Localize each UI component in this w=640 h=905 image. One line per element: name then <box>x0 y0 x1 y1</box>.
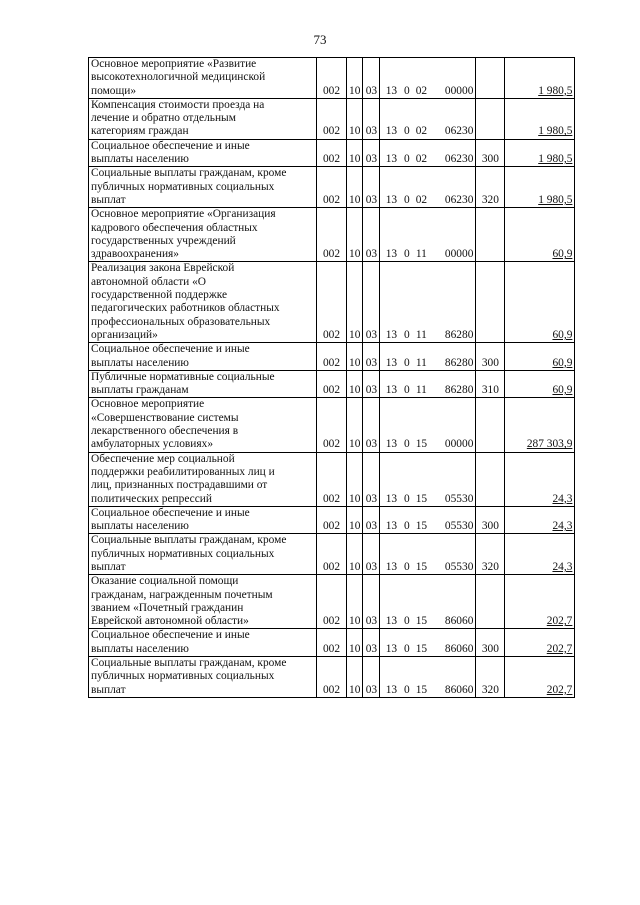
section-code-cell: 10 <box>347 575 363 629</box>
table-row <box>89 58 575 99</box>
target-article-part: 05530 <box>444 560 474 573</box>
section-code-cell: 10 <box>347 98 363 139</box>
grbs-code-cell: 002 <box>317 575 347 629</box>
amount-value: 24,3 <box>552 560 573 573</box>
expense-type-cell <box>476 208 505 262</box>
target-article-cell <box>380 452 476 506</box>
target-article-part: 0 <box>404 84 410 97</box>
row-name-line: Социальное обеспечение и иные <box>91 139 250 152</box>
subsection-code-cell: 03 <box>363 167 380 208</box>
target-article-part: 15 <box>415 642 428 655</box>
grbs-code-cell: 002 <box>317 139 347 167</box>
amount-value: 60,9 <box>552 328 573 341</box>
row-name-cell <box>89 98 317 139</box>
section-code-cell: 10 <box>347 629 363 657</box>
amount-cell <box>505 139 575 167</box>
target-article-part: 0 <box>404 492 410 505</box>
row-name-line: Социальные выплаты гражданам, кроме <box>91 657 287 670</box>
amount-cell <box>505 167 575 208</box>
row-name-cell <box>89 534 317 575</box>
target-article-part: 86280 <box>444 384 474 397</box>
target-article-part: 86280 <box>444 356 474 369</box>
expense-type-cell: 320 <box>476 657 505 698</box>
row-name-line: Социальное обеспечение и иные <box>91 506 250 519</box>
section-code-cell: 10 <box>347 657 363 698</box>
table-row <box>89 167 575 208</box>
target-article-part: 13 <box>385 193 398 206</box>
row-name-line: выплат <box>91 560 126 573</box>
row-name-line: выплаты населению <box>91 520 189 533</box>
target-article-part: 0 <box>404 193 410 206</box>
grbs-code-cell: 002 <box>317 58 347 99</box>
target-article-cell <box>380 208 476 262</box>
target-article-part: 13 <box>385 642 398 655</box>
target-article-part: 13 <box>385 328 398 341</box>
target-article-part: 0 <box>404 560 410 573</box>
amount-value: 1 980,5 <box>538 193 573 206</box>
row-name-line: выплаты населению <box>91 356 189 369</box>
grbs-code-cell: 002 <box>317 657 347 698</box>
row-name-cell <box>89 262 317 343</box>
expense-type-cell <box>476 398 505 452</box>
target-article-part: 11 <box>415 384 427 397</box>
target-article-cell <box>380 343 476 371</box>
row-name-line: выплаты гражданам <box>91 384 189 397</box>
amount-value: 60,9 <box>552 248 573 261</box>
row-name-line: «Совершенствование системы <box>91 411 239 424</box>
row-name-line: Социальное обеспечение и иные <box>91 343 250 356</box>
target-article-part: 13 <box>385 438 398 451</box>
target-article-part: 02 <box>415 84 428 97</box>
amount-value: 1 980,5 <box>538 125 573 138</box>
row-name-line: Еврейской автономной области» <box>91 615 249 628</box>
table-row <box>89 575 575 629</box>
row-name-cell <box>89 629 317 657</box>
row-name-line: Социальные выплаты гражданам, кроме <box>91 534 287 547</box>
table-row <box>89 98 575 139</box>
row-name-cell <box>89 575 317 629</box>
budget-table-body <box>89 58 575 698</box>
target-article-part: 13 <box>385 248 398 261</box>
table-row <box>89 370 575 398</box>
amount-cell <box>505 98 575 139</box>
target-article-part: 86060 <box>444 642 474 655</box>
target-article-part: 13 <box>385 560 398 573</box>
subsection-code-cell: 03 <box>363 262 380 343</box>
amount-cell <box>505 575 575 629</box>
subsection-code-cell: 03 <box>363 398 380 452</box>
amount-value: 1 980,5 <box>538 153 573 166</box>
target-article-cell <box>380 506 476 534</box>
subsection-code-cell: 03 <box>363 629 380 657</box>
table-row <box>89 534 575 575</box>
row-name-line: государственной поддержке <box>91 289 228 302</box>
grbs-code-cell: 002 <box>317 534 347 575</box>
amount-value: 60,9 <box>552 384 573 397</box>
subsection-code-cell: 03 <box>363 575 380 629</box>
target-article-part: 13 <box>385 84 398 97</box>
row-name-line: поддержки реабилитированных лиц и <box>91 465 275 478</box>
section-code-cell: 10 <box>347 167 363 208</box>
row-name-cell <box>89 208 317 262</box>
amount-value: 24,3 <box>552 492 573 505</box>
target-article-part: 15 <box>415 560 428 573</box>
target-article-cell <box>380 575 476 629</box>
row-name-line: Компенсация стоимости проезда на <box>91 98 265 111</box>
row-name-line: Социальные выплаты гражданам, кроме <box>91 167 287 180</box>
amount-cell <box>505 506 575 534</box>
table-row <box>89 343 575 371</box>
expense-type-cell: 320 <box>476 534 505 575</box>
target-article-part: 0 <box>404 384 410 397</box>
amount-cell <box>505 534 575 575</box>
target-article-part: 13 <box>385 520 398 533</box>
amount-value: 202,7 <box>546 642 573 655</box>
row-name-line: публичных нормативных социальных <box>91 670 275 683</box>
target-article-cell <box>380 370 476 398</box>
row-name-cell <box>89 452 317 506</box>
expense-type-cell <box>476 58 505 99</box>
amount-value: 1 980,5 <box>538 84 573 97</box>
amount-cell <box>505 262 575 343</box>
target-article-part: 05530 <box>444 492 474 505</box>
table-row <box>89 139 575 167</box>
row-name-line: Основное мероприятие <box>91 398 205 411</box>
subsection-code-cell: 03 <box>363 534 380 575</box>
target-article-part: 13 <box>385 356 398 369</box>
target-article-cell <box>380 398 476 452</box>
amount-cell <box>505 370 575 398</box>
grbs-code-cell: 002 <box>317 506 347 534</box>
row-name-line: организаций» <box>91 328 158 341</box>
target-article-part: 05530 <box>444 520 474 533</box>
target-article-cell <box>380 58 476 99</box>
target-article-cell <box>380 629 476 657</box>
expense-type-cell: 300 <box>476 139 505 167</box>
row-name-line: амбулаторных условиях» <box>91 438 214 451</box>
grbs-code-cell: 002 <box>317 370 347 398</box>
amount-value: 202,7 <box>546 683 573 696</box>
row-name-line: публичных нормативных социальных <box>91 180 275 193</box>
row-name-line: выплат <box>91 193 126 206</box>
target-article-part: 02 <box>415 193 428 206</box>
expense-type-cell <box>476 452 505 506</box>
amount-cell <box>505 398 575 452</box>
section-code-cell: 10 <box>347 534 363 575</box>
target-article-part: 0 <box>404 248 410 261</box>
target-article-part: 00000 <box>444 438 474 451</box>
row-name-line: Обеспечение мер социальной <box>91 452 235 465</box>
target-article-part: 86280 <box>444 328 474 341</box>
section-code-cell: 10 <box>347 139 363 167</box>
subsection-code-cell: 03 <box>363 208 380 262</box>
target-article-part: 13 <box>385 615 398 628</box>
section-code-cell: 10 <box>347 262 363 343</box>
target-article-part: 15 <box>415 520 428 533</box>
row-name-line: гражданам, награжденным почетным <box>91 588 273 601</box>
row-name-line: выплат <box>91 683 126 696</box>
section-code-cell: 10 <box>347 398 363 452</box>
subsection-code-cell: 03 <box>363 343 380 371</box>
row-name-line: Реализация закона Еврейской <box>91 262 235 275</box>
grbs-code-cell: 002 <box>317 398 347 452</box>
target-article-part: 00000 <box>444 84 474 97</box>
amount-value: 202,7 <box>546 615 573 628</box>
section-code-cell: 10 <box>347 452 363 506</box>
row-name-line: помощи» <box>91 84 137 97</box>
grbs-code-cell: 002 <box>317 208 347 262</box>
page-number: 73 <box>313 32 327 47</box>
target-article-part: 02 <box>415 153 428 166</box>
target-article-part: 13 <box>385 683 398 696</box>
expense-type-cell <box>476 575 505 629</box>
amount-value: 24,3 <box>552 520 573 533</box>
row-name-line: лекарственного обеспечения в <box>91 425 239 438</box>
target-article-part: 06230 <box>444 193 474 206</box>
table-row <box>89 262 575 343</box>
amount-cell <box>505 58 575 99</box>
target-article-part: 86060 <box>444 615 474 628</box>
amount-value: 60,9 <box>552 356 573 369</box>
table-row <box>89 208 575 262</box>
target-article-part: 0 <box>404 520 410 533</box>
expense-type-cell: 310 <box>476 370 505 398</box>
subsection-code-cell: 03 <box>363 452 380 506</box>
row-name-line: категориям граждан <box>91 125 189 138</box>
amount-cell <box>505 343 575 371</box>
grbs-code-cell: 002 <box>317 262 347 343</box>
amount-value: 287 303,9 <box>526 438 573 451</box>
row-name-line: автономной области «О <box>91 275 207 288</box>
target-article-part: 86060 <box>444 683 474 696</box>
row-name-line: Оказание социальной помощи <box>91 575 239 588</box>
row-name-line: кадрового обеспечения областных <box>91 221 258 234</box>
target-article-part: 0 <box>404 125 410 138</box>
target-article-part: 00000 <box>444 248 474 261</box>
row-name-line: публичных нормативных социальных <box>91 547 275 560</box>
row-name-cell <box>89 370 317 398</box>
table-row <box>89 506 575 534</box>
target-article-cell <box>380 167 476 208</box>
row-name-line: политических репрессий <box>91 492 212 505</box>
target-article-part: 13 <box>385 492 398 505</box>
amount-cell <box>505 629 575 657</box>
row-name-line: Основное мероприятие «Организация <box>91 208 276 221</box>
target-article-cell <box>380 534 476 575</box>
subsection-code-cell: 03 <box>363 58 380 99</box>
target-article-part: 0 <box>404 356 410 369</box>
target-article-part: 11 <box>415 248 427 261</box>
row-name-line: лиц, признанных пострадавшими от <box>91 479 268 492</box>
target-article-part: 11 <box>415 328 427 341</box>
amount-cell <box>505 657 575 698</box>
target-article-cell <box>380 657 476 698</box>
target-article-part: 0 <box>404 615 410 628</box>
budget-table <box>88 57 575 698</box>
section-code-cell: 10 <box>347 208 363 262</box>
row-name-cell <box>89 506 317 534</box>
target-article-part: 15 <box>415 683 428 696</box>
grbs-code-cell: 002 <box>317 98 347 139</box>
row-name-line: высокотехнологичной медицинской <box>91 71 266 84</box>
row-name-line: выплаты населению <box>91 642 189 655</box>
table-row <box>89 452 575 506</box>
row-name-cell <box>89 657 317 698</box>
row-name-line: лечение и обратно отдельным <box>91 112 236 125</box>
target-article-part: 13 <box>385 384 398 397</box>
target-article-part: 0 <box>404 642 410 655</box>
row-name-line: государственных учреждений <box>91 234 236 247</box>
target-article-part: 15 <box>415 492 428 505</box>
row-name-line: выплаты населению <box>91 153 189 166</box>
table-row <box>89 657 575 698</box>
section-code-cell: 10 <box>347 343 363 371</box>
subsection-code-cell: 03 <box>363 657 380 698</box>
amount-cell <box>505 452 575 506</box>
expense-type-cell: 300 <box>476 343 505 371</box>
row-name-cell <box>89 343 317 371</box>
row-name-line: здравоохранения» <box>91 248 179 261</box>
target-article-part: 06230 <box>444 125 474 138</box>
row-name-line: Основное мероприятие «Развитие <box>91 58 257 70</box>
target-article-part: 0 <box>404 683 410 696</box>
amount-cell <box>505 208 575 262</box>
section-code-cell: 10 <box>347 370 363 398</box>
row-name-line: профессиональных образовательных <box>91 315 271 328</box>
target-article-part: 0 <box>404 328 410 341</box>
target-article-part: 15 <box>415 615 428 628</box>
expense-type-cell <box>476 98 505 139</box>
section-code-cell: 10 <box>347 58 363 99</box>
expense-type-cell: 320 <box>476 167 505 208</box>
section-code-cell: 10 <box>347 506 363 534</box>
target-article-part: 13 <box>385 153 398 166</box>
grbs-code-cell: 002 <box>317 452 347 506</box>
target-article-part: 06230 <box>444 153 474 166</box>
expense-type-cell: 300 <box>476 506 505 534</box>
target-article-cell <box>380 98 476 139</box>
target-article-part: 02 <box>415 125 428 138</box>
row-name-line: званием «Почетный гражданин <box>91 601 244 614</box>
table-row <box>89 629 575 657</box>
row-name-line: педагогических работников областных <box>91 302 280 315</box>
row-name-cell <box>89 398 317 452</box>
row-name-line: Публичные нормативные социальные <box>91 370 275 383</box>
subsection-code-cell: 03 <box>363 139 380 167</box>
target-article-part: 11 <box>415 356 427 369</box>
target-article-cell <box>380 139 476 167</box>
grbs-code-cell: 002 <box>317 629 347 657</box>
row-name-cell <box>89 58 317 99</box>
target-article-part: 0 <box>404 438 410 451</box>
row-name-cell <box>89 167 317 208</box>
subsection-code-cell: 03 <box>363 506 380 534</box>
target-article-part: 13 <box>385 125 398 138</box>
row-name-line: Социальное обеспечение и иные <box>91 629 250 642</box>
subsection-code-cell: 03 <box>363 98 380 139</box>
subsection-code-cell: 03 <box>363 370 380 398</box>
row-name-cell <box>89 139 317 167</box>
expense-type-cell: 300 <box>476 629 505 657</box>
grbs-code-cell: 002 <box>317 343 347 371</box>
target-article-part: 0 <box>404 153 410 166</box>
grbs-code-cell: 002 <box>317 167 347 208</box>
target-article-cell <box>380 262 476 343</box>
table-row <box>89 398 575 452</box>
expense-type-cell <box>476 262 505 343</box>
target-article-part: 15 <box>415 438 428 451</box>
